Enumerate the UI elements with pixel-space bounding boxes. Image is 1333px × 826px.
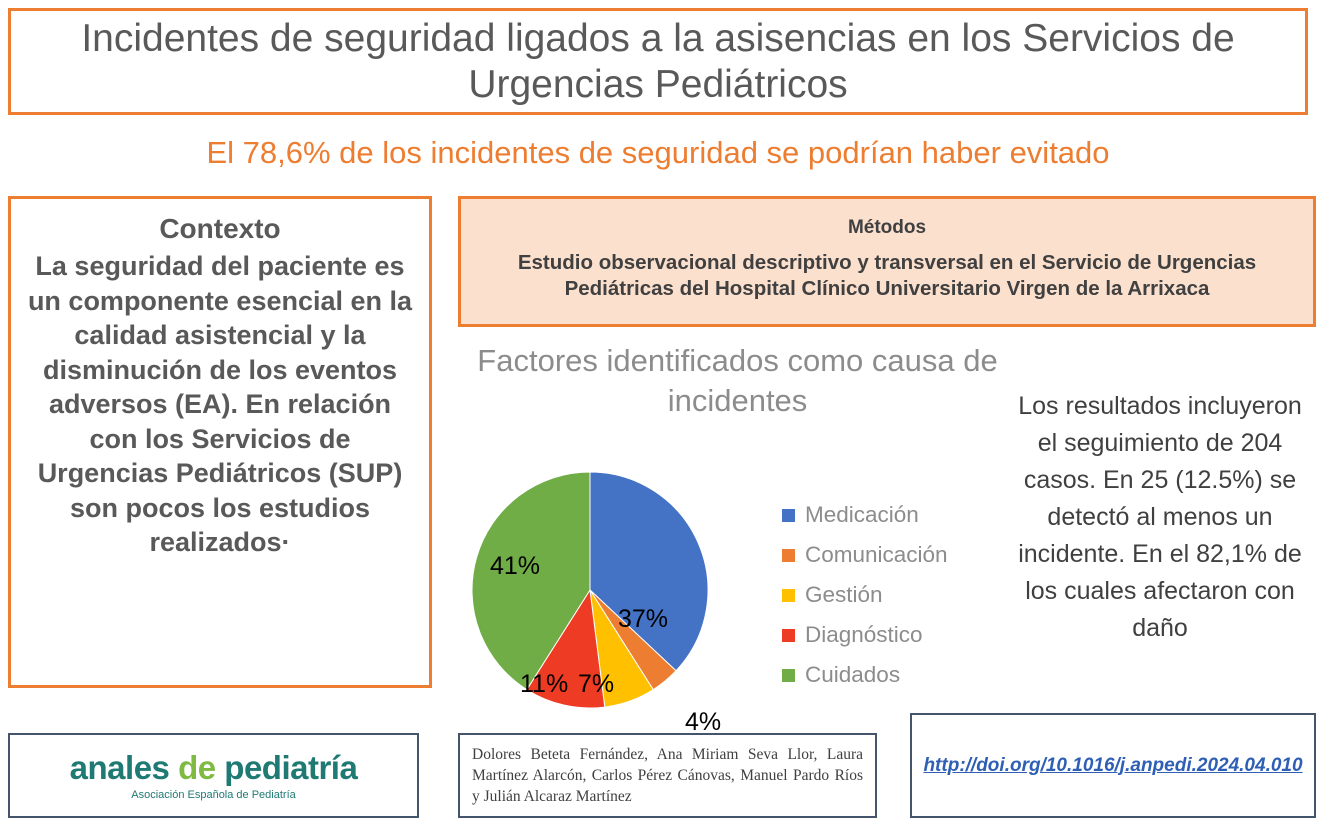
context-panel <box>8 196 432 688</box>
results-text: Los resultados incluyeron el seguimiento de 204 casos. En 25 (12.5%) se detectó al menos un incidente. En el 82,1% de los cuales afectaron con daño <box>1018 392 1302 642</box>
context-heading: Contexto <box>159 213 281 244</box>
legend-swatch-icon <box>782 589 795 602</box>
pie-chart <box>470 470 750 736</box>
legend-label: Gestión <box>805 582 883 607</box>
legend-item <box>782 535 1012 575</box>
legend-item <box>782 615 1012 655</box>
legend-swatch-icon <box>782 629 795 642</box>
chart-title: Factores identificados como causa de incidentes <box>477 343 998 418</box>
poster-title-box <box>8 8 1308 115</box>
pie-label-medicacion: 37% <box>618 605 669 633</box>
methods-heading: Métodos <box>847 217 927 238</box>
legend-swatch-icon <box>782 509 795 522</box>
legend-label: Diagnóstico <box>805 622 923 647</box>
methods-panel <box>458 196 1316 327</box>
page-title: Incidentes de seguridad ligados a la asisencias en los Servicios de Urgencias Pediátricos <box>81 16 1235 106</box>
legend-label: Medicación <box>805 502 919 527</box>
pie-label-diagnostico: 11% <box>520 670 569 698</box>
context-body: La seguridad del paciente es un componente esencial en la calidad asistencial y la disminución de los eventos adversos (EA). En relación con los Servicios de Urgencias Pediátricos (SUP) son pocos los estudios realizados· <box>27 251 413 557</box>
legend-item <box>782 655 1012 695</box>
pie-label-gestion: 7% <box>578 670 615 698</box>
legend-item <box>782 575 1012 615</box>
logo-word-de: de <box>178 749 216 786</box>
doi-box[interactable] <box>910 713 1316 818</box>
legend-swatch-icon <box>782 669 795 682</box>
legend-label: Cuidados <box>805 662 901 687</box>
authors-box: Dolores Beteta Fernández, Ana Miriam Seva Llor, Laura Martínez Alarcón, Carlos Pérez Cánovas, Manuel Pardo Ríos y Julián Alcaraz Martínez <box>458 733 877 818</box>
journal-logo-box <box>8 733 419 818</box>
poster-subtitle: El 78,6% de los incidentes de seguridad se podrían haber evitado <box>206 135 1110 170</box>
logo-word-anales: anales <box>69 749 170 786</box>
legend-item <box>782 495 1012 535</box>
logo-word-pediatria: pediatría <box>224 749 358 786</box>
legend-swatch-icon <box>782 549 795 562</box>
pie-label-cuidados: 41% <box>490 552 541 580</box>
legend-label: Comunicación <box>805 542 948 567</box>
pie-label-comunicacion: 4% <box>685 708 722 736</box>
logo-subtitle: Asociación Española de Pediatría <box>131 789 296 801</box>
doi-link[interactable]: http://doi.org/10.1016/j.anpedi.2024.04.010 <box>923 754 1303 776</box>
chart-legend <box>782 495 1012 695</box>
journal-logo <box>70 750 358 786</box>
methods-body: Estudio observacional descriptivo y transversal en el Servicio de Urgencias Pediátricas del Hospital Clínico Universitario Virgen de la Arrixaca <box>517 251 1257 300</box>
